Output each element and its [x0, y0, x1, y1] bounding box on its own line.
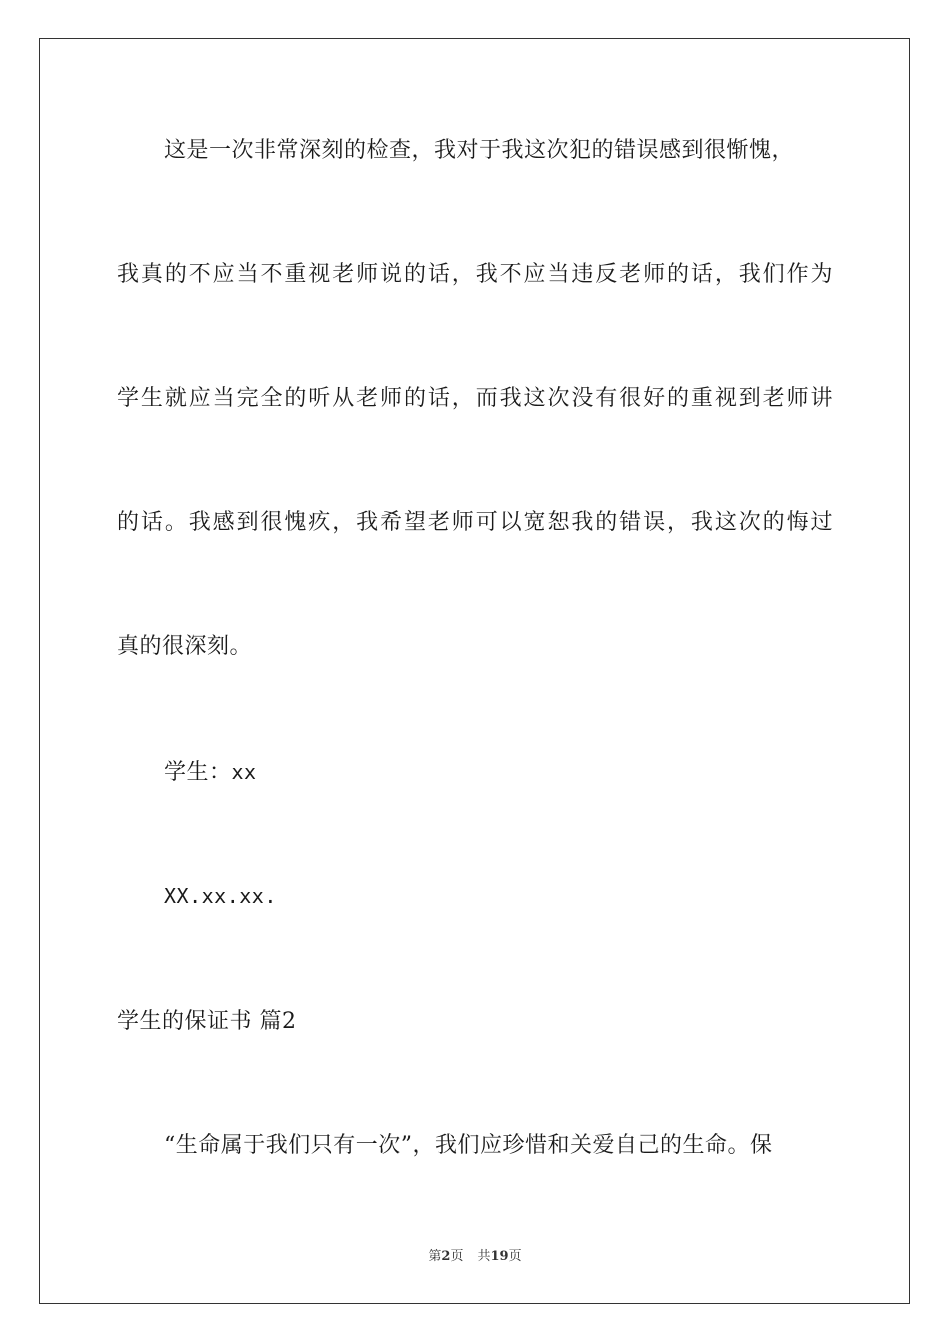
page-border — [39, 38, 910, 1304]
section-number: 篇2 — [259, 1009, 297, 1034]
footer-page-current: 2 — [441, 1249, 451, 1264]
page-footer — [0, 1245, 950, 1264]
signature-label: 学生： — [164, 760, 232, 785]
signature-name: xx — [231, 760, 257, 784]
paragraph-line-2: 我真的不应当不重视老师说的话，我不应当违反老师的话，我们作为 — [117, 262, 833, 287]
footer-page-unit: 页 — [450, 1249, 464, 1264]
paragraph-line-3: 学生就应当完全的听从老师的话，而我这次没有很好的重视到老师讲 — [117, 386, 833, 411]
section-title: 学生的保证书 — [117, 1009, 253, 1034]
date-line: XX.xx.xx. — [164, 884, 277, 908]
footer-total-unit: 页 — [508, 1249, 522, 1264]
footer-page-prefix: 第 — [428, 1249, 442, 1264]
paragraph-line-4: 的话。我感到很愧疚，我希望老师可以宽恕我的错误，我这次的悔过 — [117, 510, 833, 535]
signature-line — [164, 757, 880, 788]
paragraph-line-1: 这是一次非常深刻的检查，我对于我这次犯的错误感到很惭愧， — [164, 138, 795, 163]
footer-total-prefix: 共 — [477, 1249, 491, 1264]
section-heading — [117, 1007, 833, 1037]
paragraph-line-6: “生命属于我们只有一次”，我们应珍惜和关爱自己的生命。保 — [164, 1133, 773, 1158]
paragraph-line-5: 真的很深刻。 — [117, 634, 253, 659]
footer-page-total: 19 — [490, 1249, 509, 1264]
